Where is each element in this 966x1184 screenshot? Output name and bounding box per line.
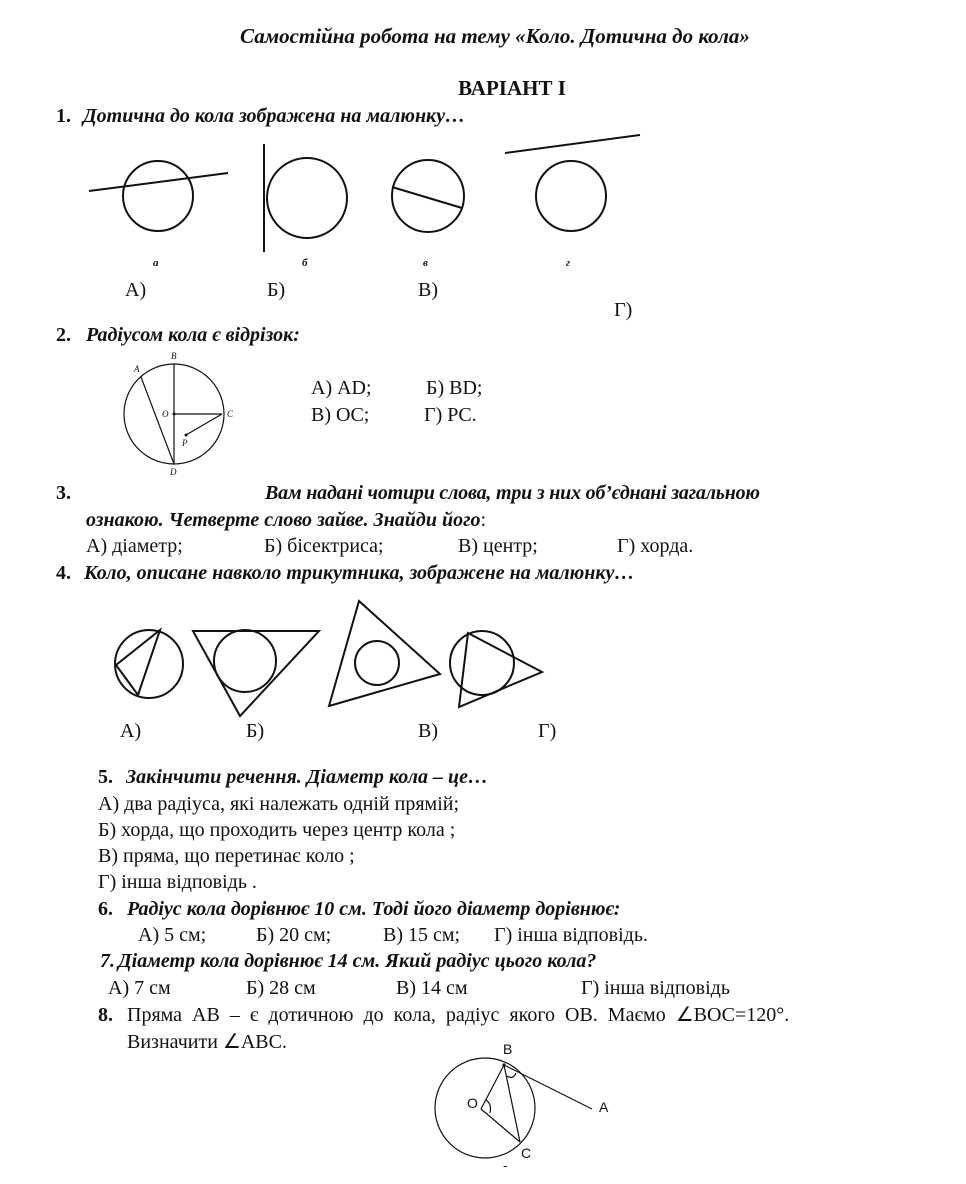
question-text: Радіус кола дорівнює 10 см. Тоді його діаметр дорівнює: — [127, 898, 621, 920]
question-number: 4. — [56, 562, 71, 584]
answer-option-c[interactable]: В) — [418, 720, 438, 742]
question-number: 6. — [98, 898, 113, 920]
question-text: Закінчити речення. Діаметр кола – це… — [126, 766, 489, 788]
question-text: Коло, описане навколо трикутника, зображене на малюнку… — [84, 562, 635, 584]
answer-option-b[interactable]: Б) хорда, що проходить через центр кола ; — [98, 819, 456, 841]
question-text-line1: Вам надані чотири слова, три з них об’єднані загальною — [265, 482, 760, 504]
question-number: 2. — [56, 324, 71, 346]
point-label-d: D — [170, 467, 177, 477]
answer-option-a[interactable]: А) — [120, 720, 142, 742]
question-text: Діаметр кола дорівнює 14 см. Який радіус цього кола? — [118, 950, 597, 972]
question-number: 7. — [100, 950, 115, 972]
figure-label-c: в — [423, 257, 428, 269]
answer-option-a[interactable]: А) AD; — [311, 377, 372, 399]
answer-option-c[interactable]: В) — [418, 279, 438, 301]
answer-option-d[interactable]: Г) інша відповідь. — [494, 924, 648, 946]
tangent-ab — [504, 1065, 592, 1109]
answer-option-b[interactable]: Б) BD; — [426, 377, 483, 399]
question-number: 8. — [98, 1004, 113, 1026]
variant-heading: ВАРІАНТ І — [458, 76, 566, 100]
answer-option-d[interactable]: Г) PC. — [424, 404, 477, 426]
question-number: 5. — [98, 766, 113, 788]
answer-option-d[interactable]: Г) — [538, 720, 557, 742]
angle-arc-boc — [486, 1100, 491, 1113]
answer-option-a[interactable]: А) 5 см; — [138, 924, 207, 946]
answer-option-d[interactable]: Г) інша відповідь — [581, 977, 730, 999]
answer-option-c[interactable]: В) центр; — [458, 535, 538, 557]
figure-label-b: б — [302, 257, 308, 269]
point-label-o: O — [162, 409, 169, 419]
question-text-line1: Пряма АВ – є дотичною до кола, радіус якого ОВ. Маємо ∠ВОС=120°. — [127, 1004, 790, 1026]
answer-option-a[interactable]: А) — [125, 279, 147, 301]
point-label-p: P — [182, 438, 188, 448]
point-label-o: O — [467, 1095, 478, 1111]
question-text: Радіусом кола є відрізок: — [86, 324, 300, 346]
question-text: ознакою. Четверте слово зайве. Знайди його — [86, 509, 481, 531]
worksheet-title: Самостійна робота на тему «Коло. Дотична до кола» — [240, 24, 750, 48]
answer-option-a[interactable]: А) діаметр; — [86, 535, 183, 557]
answer-option-b[interactable]: Б) 28 см — [246, 977, 316, 999]
answer-option-c[interactable]: В) 14 см — [396, 977, 468, 999]
question-number: 3. — [56, 482, 71, 504]
point-label-a: A — [599, 1099, 609, 1115]
answer-option-b[interactable]: Б) бісектриса; — [264, 535, 384, 557]
point-label-c: C — [227, 409, 234, 419]
answer-option-c[interactable]: В) пряма, що перетинає коло ; — [98, 845, 355, 867]
figure-label-d: г — [566, 257, 571, 269]
answer-option-d[interactable]: Г) — [614, 299, 633, 321]
point-label-b: B — [503, 1041, 513, 1057]
radius-ob — [481, 1065, 504, 1109]
colon: : — [480, 509, 487, 531]
point-b — [502, 1063, 505, 1066]
answer-option-a[interactable]: А) два радіуса, які належать одній прямій; — [98, 793, 460, 815]
answer-option-b[interactable]: Б) 20 см; — [256, 924, 332, 946]
figure-label-a: а — [153, 257, 159, 269]
question-text: Дотична до кола зображена на малюнку… — [83, 105, 466, 127]
point-label-b: B — [171, 351, 177, 361]
answer-option-c[interactable]: В) OC; — [311, 404, 370, 426]
point-label-dash: - — [503, 1157, 508, 1173]
answer-option-b[interactable]: Б) — [246, 720, 265, 742]
answer-option-b[interactable]: Б) — [267, 279, 286, 301]
answer-option-d[interactable]: Г) інша відповідь . — [98, 871, 257, 893]
point-label-c: C — [521, 1145, 532, 1161]
answer-option-d[interactable]: Г) хорда. — [617, 535, 694, 557]
question-number: 1. — [56, 105, 71, 127]
question-text-line2: Визначити ∠АВС. — [127, 1031, 287, 1053]
point-label-a: A — [134, 364, 140, 374]
answer-option-a[interactable]: А) 7 см — [108, 977, 171, 999]
answer-option-c[interactable]: В) 15 см; — [383, 924, 461, 946]
angle-arc-abc — [507, 1073, 516, 1077]
